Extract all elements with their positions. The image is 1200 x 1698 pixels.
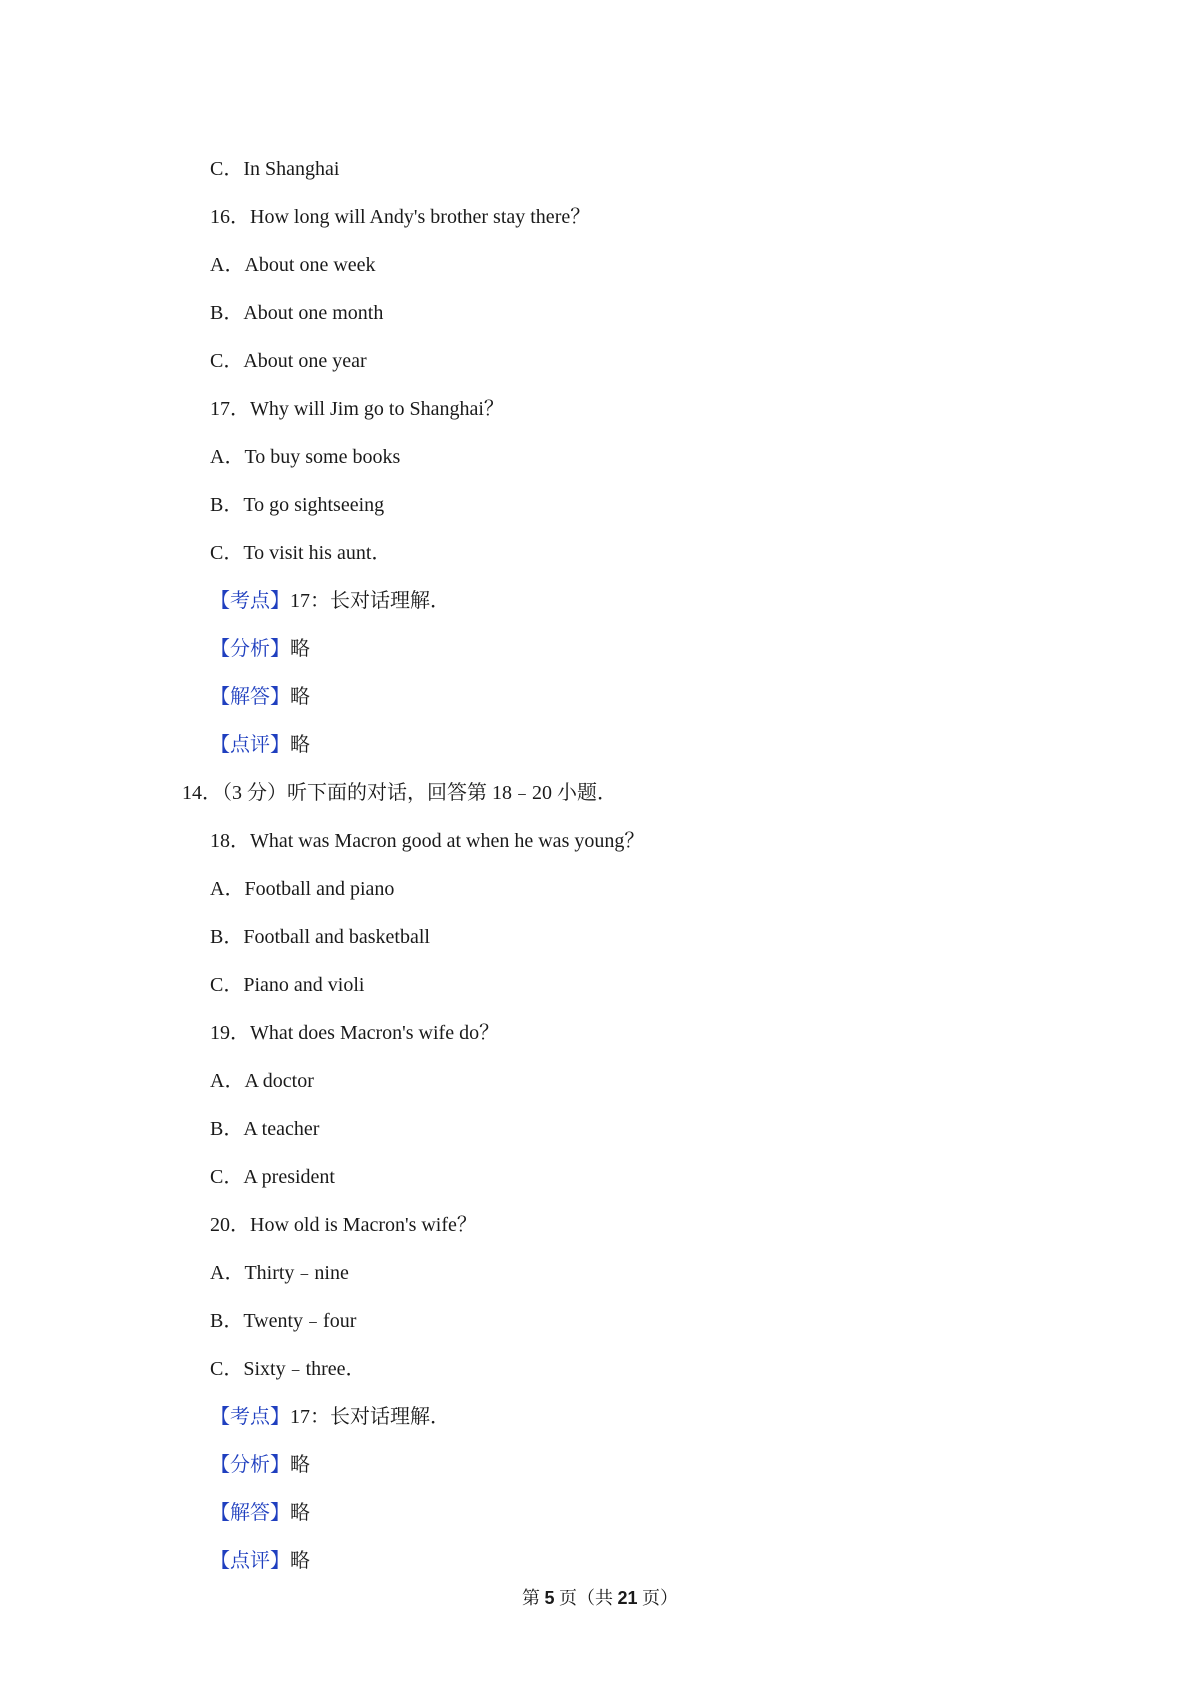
option-b-football-basketball: B．Football and basketball: [210, 926, 430, 948]
question-18: 18．What was Macron good at when he was young？: [210, 830, 645, 852]
jieda-line-1: [210, 684, 310, 710]
jieda-line-2: [210, 1500, 310, 1526]
fenxi-tag: 【分析】: [210, 638, 290, 660]
question-14-heading: 14．（3 分）听下面的对话，回答第 18﹣20 小题．: [182, 782, 617, 804]
question-20: 20．How old is Macron's wife？: [210, 1214, 477, 1236]
option-a-one-week: A．About one week: [210, 254, 376, 276]
jieda-tag: 【解答】: [210, 1502, 290, 1524]
option-c-visit-aunt: C．To visit his aunt．: [210, 542, 392, 564]
dianping-tag: 【点评】: [210, 1550, 290, 1572]
question-17: 17．Why will Jim go to Shanghai？: [210, 398, 504, 420]
option-b-sightseeing: B．To go sightseeing: [210, 494, 385, 516]
fenxi-line-2: [210, 1452, 310, 1478]
dianping-text: 略: [290, 734, 310, 756]
dianping-line-1: [210, 732, 310, 758]
jieda-text: 略: [290, 686, 310, 708]
option-a-football-piano: A．Football and piano: [210, 878, 395, 900]
kaodian-text: 17：长对话理解．: [290, 590, 450, 612]
option-b-one-month: B．About one month: [210, 302, 384, 324]
page-footer: [0, 1586, 1200, 1610]
fenxi-line-1: [210, 636, 310, 662]
footer-total-pages: 21: [617, 1588, 638, 1608]
fenxi-tag: 【分析】: [210, 1454, 290, 1476]
question-19: 19．What does Macron's wife do？: [210, 1022, 500, 1044]
option-b-teacher: B．A teacher: [210, 1118, 320, 1140]
kaodian-line-1: [210, 588, 450, 614]
option-a-thirty-nine: A．Thirty﹣nine: [210, 1262, 349, 1284]
footer-page-number: 5: [544, 1588, 555, 1608]
kaodian-line-2: [210, 1404, 450, 1430]
option-a-buy-books: A．To buy some books: [210, 446, 401, 468]
footer-middle: 页（共: [554, 1588, 618, 1608]
option-a-doctor: A．A doctor: [210, 1070, 314, 1092]
footer-prefix: 第: [521, 1588, 545, 1608]
kaodian-text: 17：长对话理解．: [290, 1406, 450, 1428]
dianping-text: 略: [290, 1550, 310, 1572]
kaodian-tag: 【考点】: [210, 590, 290, 612]
question-16: 16．How long will Andy's brother stay there？: [210, 206, 591, 228]
dianping-line-2: [210, 1548, 310, 1574]
option-c-piano-violi: C．Piano and violi: [210, 974, 365, 996]
option-c-one-year: C．About one year: [210, 350, 367, 372]
option-b-twenty-four: B．Twenty﹣four: [210, 1310, 357, 1332]
fenxi-text: 略: [290, 638, 310, 660]
kaodian-tag: 【考点】: [210, 1406, 290, 1428]
option-c-sixty-three: C．Sixty﹣three．: [210, 1358, 366, 1380]
dianping-tag: 【点评】: [210, 734, 290, 756]
fenxi-text: 略: [290, 1454, 310, 1476]
footer-suffix: 页）: [637, 1588, 679, 1608]
jieda-tag: 【解答】: [210, 686, 290, 708]
jieda-text: 略: [290, 1502, 310, 1524]
option-c-president: C．A president: [210, 1166, 335, 1188]
option-c-in-shanghai: C．In Shanghai: [210, 158, 340, 180]
